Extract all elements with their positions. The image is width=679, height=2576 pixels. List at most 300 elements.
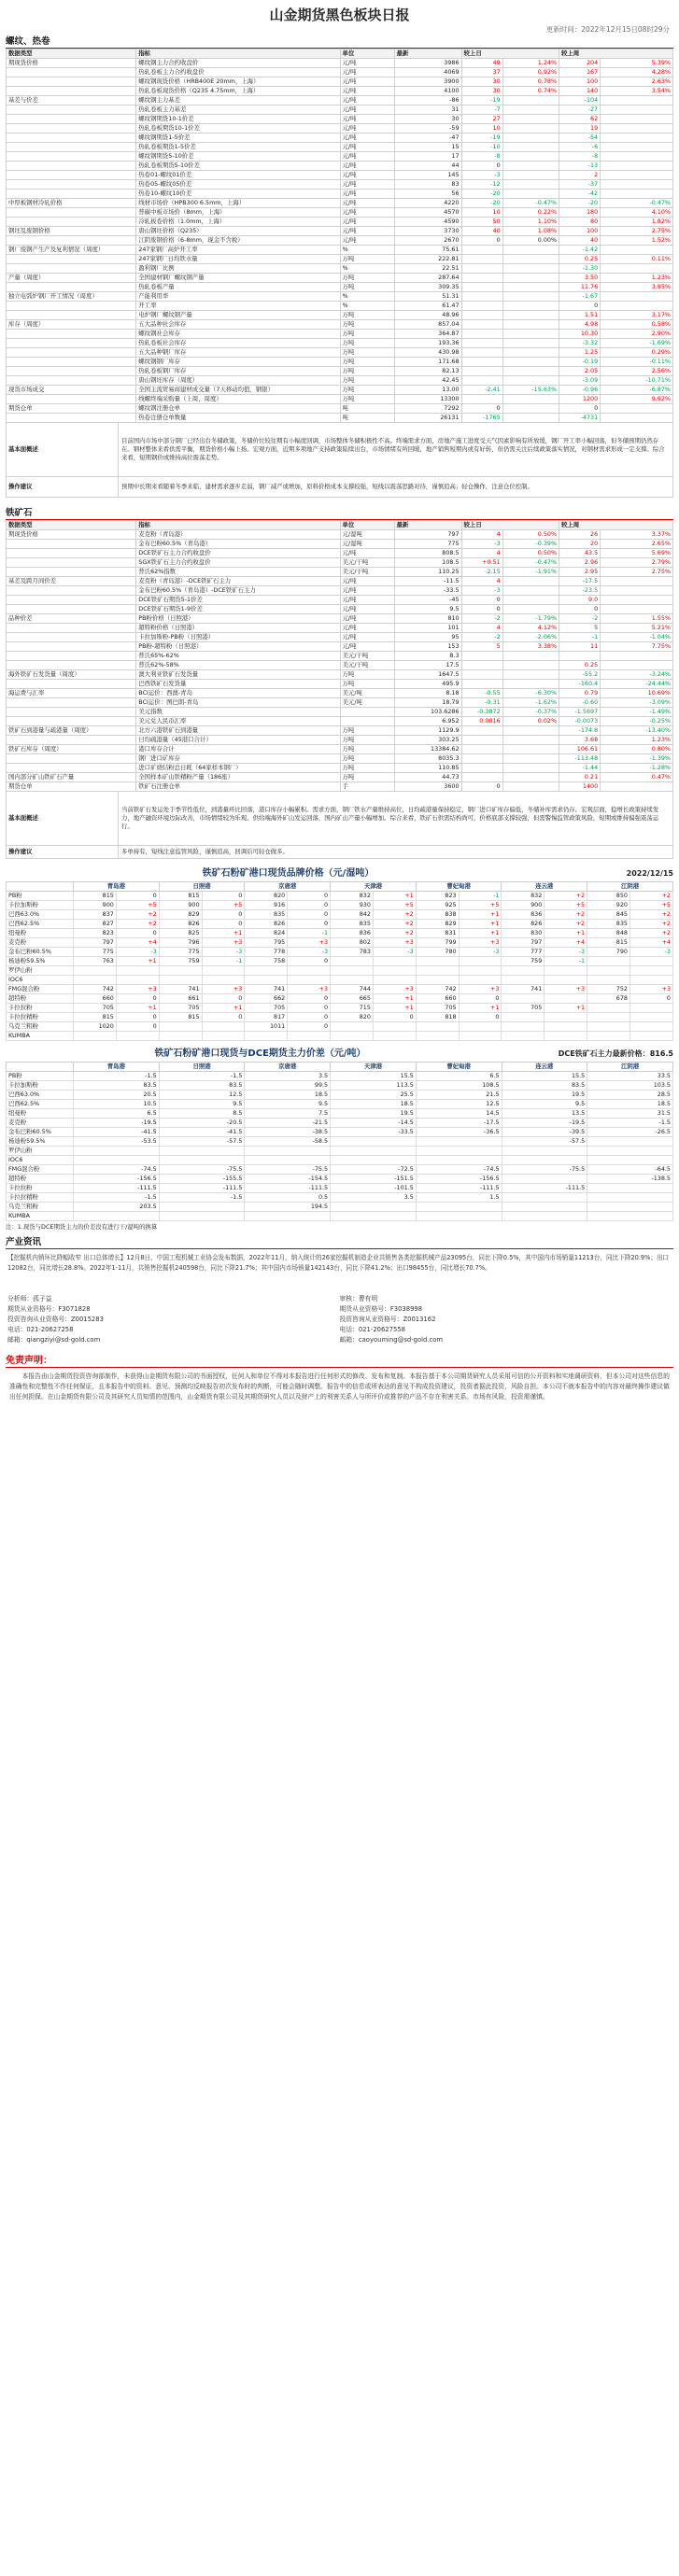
row-day-change: +0.51 bbox=[461, 558, 502, 568]
row-indicator: 唐山钢坯价格（Q235） bbox=[136, 227, 340, 236]
row-indicator: 超特粉价格（日照港） bbox=[136, 624, 340, 633]
price-change-cell bbox=[545, 1032, 587, 1041]
row-type bbox=[7, 754, 136, 764]
price-cell: 759 bbox=[502, 957, 545, 966]
basis-cell: -111.5 bbox=[502, 1184, 587, 1193]
row-day-pct bbox=[502, 311, 559, 320]
row-day-pct: -1.62% bbox=[502, 698, 559, 708]
table-row bbox=[7, 190, 673, 199]
row-type bbox=[7, 162, 136, 171]
row-week-change: -54 bbox=[559, 134, 601, 143]
row-latest: 4570 bbox=[394, 208, 461, 218]
price-cell: 823 bbox=[416, 892, 459, 901]
row-indicator: SGX铁矿石主力合约收盘价 bbox=[136, 558, 340, 568]
row-week-pct bbox=[601, 246, 673, 255]
row-week-change: -1.67 bbox=[559, 292, 601, 302]
table-row bbox=[7, 985, 673, 994]
basis-cell bbox=[587, 1147, 673, 1156]
row-day-change bbox=[461, 246, 502, 255]
row-day-pct bbox=[502, 596, 559, 605]
price-cell: 916 bbox=[245, 901, 288, 910]
row-day-change: -0.31 bbox=[461, 698, 502, 708]
row-week-pct: -1.49% bbox=[601, 708, 673, 717]
table-row bbox=[7, 633, 673, 642]
basis-cell: 8.5 bbox=[159, 1109, 245, 1119]
row-latest: 9.5 bbox=[394, 605, 461, 614]
row-indicator: 螺纹钢期货10-1价差 bbox=[136, 115, 340, 124]
table-row bbox=[7, 892, 673, 901]
row-unit: 元/吨 bbox=[340, 642, 394, 652]
price-cell bbox=[159, 976, 202, 985]
row-week-pct bbox=[601, 596, 673, 605]
row-type bbox=[7, 652, 136, 661]
row-day-change: -20 bbox=[461, 190, 502, 199]
table-row bbox=[7, 1013, 673, 1022]
basis-cell: 6.5 bbox=[74, 1109, 160, 1119]
basis-cell bbox=[159, 1212, 245, 1221]
row-day-change bbox=[461, 339, 502, 348]
basis-cell: -1.5 bbox=[159, 1193, 245, 1203]
basis-cell: 1.5 bbox=[416, 1193, 502, 1203]
price-cell: 752 bbox=[587, 985, 630, 994]
price-change-cell: +2 bbox=[373, 920, 416, 929]
price-change-cell: +1 bbox=[373, 1004, 416, 1013]
row-type: 期货仓单 bbox=[7, 404, 136, 414]
row-week-pct: 10.69% bbox=[601, 689, 673, 698]
basis-title: 铁矿石粉矿港口现货与DCE期货主力价差（元/吨） bbox=[154, 1049, 366, 1059]
ore-name: 卡拉加斯粉 bbox=[7, 1081, 74, 1091]
basis-cell bbox=[159, 1203, 245, 1212]
row-indicator: 热卷01-螺纹01价差 bbox=[136, 171, 340, 180]
ore-name: FMG混合粉 bbox=[7, 1165, 74, 1175]
row-day-pct: 1.10% bbox=[502, 218, 559, 227]
basis-cell: 19.5 bbox=[502, 1091, 587, 1100]
table-row bbox=[7, 1137, 673, 1147]
row-unit: 美元/干吨 bbox=[340, 568, 394, 577]
basis-side-label: DCE铁矿石主力最新价格： bbox=[558, 1049, 650, 1058]
row-unit: 元/吨 bbox=[340, 143, 394, 152]
analyst-info bbox=[6, 1290, 673, 1349]
price-cell bbox=[416, 1022, 459, 1032]
row-indicator: 巴西铁矿石发货量 bbox=[136, 680, 340, 689]
basis-cell: 203.5 bbox=[74, 1203, 160, 1212]
table-row bbox=[7, 938, 673, 948]
price-cell: 802 bbox=[331, 938, 374, 948]
table-row bbox=[7, 311, 673, 320]
row-week-change: 1200 bbox=[559, 395, 601, 404]
row-week-pct: 1.52% bbox=[601, 236, 673, 246]
row-indicator: 热卷注册仓单数量 bbox=[136, 414, 340, 423]
row-latest: 17 bbox=[394, 152, 461, 162]
row-unit: 元/吨 bbox=[340, 77, 394, 87]
row-week-pct: 2.65% bbox=[601, 540, 673, 549]
basis-cell bbox=[502, 1147, 587, 1156]
basis-cell: 83.5 bbox=[159, 1081, 245, 1091]
price-cell: 817 bbox=[245, 1013, 288, 1022]
basis-cell bbox=[331, 1147, 417, 1156]
row-indicator: 电炉钢厂螺纹钢产量 bbox=[136, 311, 340, 320]
row-week-pct: 1.23% bbox=[601, 274, 673, 283]
col-latest: 最新 bbox=[394, 49, 461, 59]
row-week-pct: 0.58% bbox=[601, 320, 673, 330]
row-latest: 3900 bbox=[394, 77, 461, 87]
price-cell: 660 bbox=[416, 994, 459, 1004]
row-type bbox=[7, 698, 136, 708]
table-row bbox=[7, 596, 673, 605]
row-indicator: 螺纹钢期货1-5价差 bbox=[136, 134, 340, 143]
price-change-cell bbox=[288, 1032, 331, 1041]
price-change-cell bbox=[202, 966, 245, 976]
price-cell: 777 bbox=[502, 948, 545, 957]
row-day-change: 10 bbox=[461, 208, 502, 218]
row-indicator: 铁矿石注册仓单 bbox=[136, 782, 340, 792]
row-week-change: 0 bbox=[559, 605, 601, 614]
price-change-cell bbox=[116, 966, 159, 976]
price-cell: 660 bbox=[74, 994, 117, 1004]
price-change-cell: -3 bbox=[288, 948, 331, 957]
port-header: 连云港 bbox=[502, 1063, 587, 1072]
row-day-pct bbox=[502, 358, 559, 367]
row-day-change bbox=[461, 395, 502, 404]
price-change-cell: 0 bbox=[116, 929, 159, 938]
row-week-pct: -0.25% bbox=[601, 717, 673, 726]
price-change-cell: 0 bbox=[116, 892, 159, 901]
row-latest: 101 bbox=[394, 624, 461, 633]
row-latest: -59 bbox=[394, 124, 461, 134]
table-row bbox=[7, 208, 673, 218]
row-day-change: -10 bbox=[461, 143, 502, 152]
price-cell: 742 bbox=[74, 985, 117, 994]
basis-cell: -64.5 bbox=[587, 1165, 673, 1175]
row-day-change bbox=[461, 376, 502, 386]
price-cell: 823 bbox=[74, 929, 117, 938]
row-week-pct: -3.24% bbox=[601, 670, 673, 680]
price-cell: 778 bbox=[245, 948, 288, 957]
price-cell: 930 bbox=[331, 901, 374, 910]
row-day-pct bbox=[502, 134, 559, 143]
row-latest: 303.25 bbox=[394, 736, 461, 745]
row-week-change: 26 bbox=[559, 530, 601, 540]
disclaimer-text: 本报告由山金期货投资咨询部制作，未获得山金期货有限公司的书面授权，任何人和单位不得对本报告进行任何形式的修改、发布和复制。本报告基于本公司期货研究人员采用可信的公开资料和实地调研资料，但本公司对这些信息的准确性和完整性不作任何保证，且本报告中的资料、意见、预测均反映报告初次发布时的判断，可能会随时调整。报告中的信息或所表达的意见不构成投资建议，投资者据此投资，风险自担。本公司不就本报告中的内容对最终操作建议做出任何担保。在山金期货有限公司及其研究人员知情的范围内，山金期货有限公司及其期货研究人员以及财产上的利害关系人与所评价或推荐的产品不存在利害关系。市场有风险，投资需谨慎。 bbox=[9, 1372, 670, 1401]
basis-cell bbox=[416, 1203, 502, 1212]
port-header: 日照港 bbox=[159, 1063, 245, 1072]
row-week-change: -42 bbox=[559, 190, 601, 199]
price-cell bbox=[416, 966, 459, 976]
row-unit: 元/吨 bbox=[340, 624, 394, 633]
basis-cell: 7.5 bbox=[245, 1109, 331, 1119]
row-unit: 元/吨 bbox=[340, 162, 394, 171]
ore-table bbox=[6, 520, 673, 792]
basis-cell: -156.5 bbox=[74, 1175, 160, 1184]
price-cell: 829 bbox=[416, 920, 459, 929]
row-week-pct: 1.23% bbox=[601, 736, 673, 745]
row-type bbox=[7, 586, 136, 596]
basis-cell: 33.5 bbox=[587, 1072, 673, 1081]
row-day-pct bbox=[502, 96, 559, 106]
price-cell: 815 bbox=[74, 1013, 117, 1022]
row-week-pct: 3.95% bbox=[601, 283, 673, 292]
price-cell bbox=[331, 1022, 374, 1032]
row-week-pct: 3.17% bbox=[601, 311, 673, 320]
basis-cell: -20.5 bbox=[159, 1119, 245, 1128]
row-type bbox=[7, 376, 136, 386]
row-day-change: -3 bbox=[461, 171, 502, 180]
price-change-cell bbox=[373, 957, 416, 966]
ore-name: 卡拉拉精粉 bbox=[7, 1193, 74, 1203]
ore-name: 乌克兰粗粉 bbox=[7, 1203, 74, 1212]
row-week-pct bbox=[601, 162, 673, 171]
info-line: 分析师：孤子益 bbox=[7, 1295, 52, 1302]
price-change-cell bbox=[545, 976, 587, 985]
row-type bbox=[7, 348, 136, 358]
basis-table bbox=[6, 1062, 673, 1221]
basis-cell: -151.5 bbox=[331, 1175, 417, 1184]
row-week-pct bbox=[601, 302, 673, 311]
row-day-pct bbox=[502, 339, 559, 348]
table-row bbox=[7, 162, 673, 171]
row-type: 中厚板钢材冷轧价格 bbox=[7, 199, 136, 208]
ore-col-vs-week: 较上周 bbox=[559, 521, 673, 530]
price-change-cell: +5 bbox=[629, 901, 672, 910]
table-row bbox=[7, 568, 673, 577]
table-row bbox=[7, 698, 673, 708]
price-change-cell: +3 bbox=[373, 938, 416, 948]
row-latest: -45 bbox=[394, 596, 461, 605]
row-day-change: 0 bbox=[461, 404, 502, 414]
row-indicator: 产能利用率 bbox=[136, 292, 340, 302]
row-type: 期现货价格 bbox=[7, 530, 136, 540]
rebar-strategy-label: 操作建议 bbox=[7, 477, 119, 498]
row-latest: 6.952 bbox=[394, 717, 461, 726]
price-cell: 775 bbox=[74, 948, 117, 957]
info-line: 电话：021-20627258 bbox=[7, 1326, 74, 1333]
row-day-pct bbox=[502, 255, 559, 264]
row-type bbox=[7, 208, 136, 218]
table-row bbox=[7, 680, 673, 689]
row-week-change: 1.25 bbox=[559, 348, 601, 358]
row-type bbox=[7, 190, 136, 199]
row-day-pct bbox=[502, 605, 559, 614]
table-row bbox=[7, 274, 673, 283]
price-change-cell: 0 bbox=[629, 994, 672, 1004]
row-latest: 430.98 bbox=[394, 348, 461, 358]
row-week-change: -0.60 bbox=[559, 698, 601, 708]
table-row bbox=[7, 1072, 673, 1081]
row-unit: 元/吨 bbox=[340, 614, 394, 624]
basis-cell: 15.5 bbox=[331, 1072, 417, 1081]
row-indicator: 普氏65%-62% bbox=[136, 652, 340, 661]
row-day-pct: 0.02% bbox=[502, 717, 559, 726]
basis-side-value: 816.5 bbox=[649, 1049, 673, 1058]
row-unit: 元/吨 bbox=[340, 236, 394, 246]
row-latest: 3986 bbox=[394, 59, 461, 68]
basis-cell bbox=[331, 1137, 417, 1147]
section-ore: 铁矿石 bbox=[6, 508, 673, 520]
row-day-change: 30 bbox=[461, 77, 502, 87]
table-row bbox=[7, 386, 673, 395]
basis-cell bbox=[245, 1156, 331, 1165]
row-day-change: 27 bbox=[461, 115, 502, 124]
row-week-change: 19 bbox=[559, 124, 601, 134]
price-cell: 815 bbox=[587, 938, 630, 948]
row-day-pct: 0.00% bbox=[502, 236, 559, 246]
row-indicator: 日均疏港量（45港口合计） bbox=[136, 736, 340, 745]
row-unit: 元/吨 bbox=[340, 134, 394, 143]
price-cell: 758 bbox=[245, 957, 288, 966]
row-indicator: 热轧卷板钢厂库存 bbox=[136, 367, 340, 376]
row-day-change: -3 bbox=[461, 586, 502, 596]
row-day-change bbox=[461, 745, 502, 754]
row-day-pct bbox=[502, 395, 559, 404]
row-week-change: 62 bbox=[559, 115, 601, 124]
row-day-pct: -0.47% bbox=[502, 558, 559, 568]
row-latest: 145 bbox=[394, 171, 461, 180]
price-cell: 797 bbox=[502, 938, 545, 948]
row-day-pct bbox=[502, 283, 559, 292]
row-latest: 108.5 bbox=[394, 558, 461, 568]
row-unit: 万吨 bbox=[340, 283, 394, 292]
row-week-change bbox=[559, 652, 601, 661]
table-row bbox=[7, 358, 673, 367]
row-type bbox=[7, 152, 136, 162]
basis-cell: 13.5 bbox=[502, 1109, 587, 1119]
row-day-pct: -6.30% bbox=[502, 689, 559, 698]
price-cell: 900 bbox=[502, 901, 545, 910]
basis-cell: 21.5 bbox=[416, 1091, 502, 1100]
basis-cell: 0.5 bbox=[245, 1193, 331, 1203]
table-row bbox=[7, 948, 673, 957]
row-type bbox=[7, 736, 136, 745]
row-type bbox=[7, 87, 136, 96]
basis-cell: 108.5 bbox=[416, 1081, 502, 1091]
row-week-pct bbox=[601, 605, 673, 614]
row-week-pct: 1.82% bbox=[601, 218, 673, 227]
row-day-change: 30 bbox=[461, 87, 502, 96]
row-day-pct bbox=[502, 661, 559, 670]
price-cell: 920 bbox=[587, 901, 630, 910]
price-change-cell: +3 bbox=[373, 985, 416, 994]
row-unit bbox=[340, 717, 394, 726]
row-type bbox=[7, 180, 136, 190]
row-week-change: 9.0 bbox=[559, 596, 601, 605]
price-cell bbox=[587, 1013, 630, 1022]
price-cell: 705 bbox=[502, 1004, 545, 1013]
row-week-pct: 3.54% bbox=[601, 87, 673, 96]
table-row bbox=[7, 330, 673, 339]
row-day-change: 4 bbox=[461, 624, 502, 633]
price-cell: 795 bbox=[245, 938, 288, 948]
row-type: 现货市场成交 bbox=[7, 386, 136, 395]
price-change-cell: 0 bbox=[202, 1013, 245, 1022]
ore-col-type: 数据类型 bbox=[7, 521, 136, 530]
row-day-pct bbox=[502, 106, 559, 115]
basis-cell bbox=[502, 1175, 587, 1184]
price-change-cell bbox=[373, 976, 416, 985]
table-row bbox=[7, 717, 673, 726]
basis-cell: -72.5 bbox=[331, 1165, 417, 1175]
row-unit: 万吨 bbox=[340, 736, 394, 745]
ore-name: IOC6 bbox=[7, 976, 74, 985]
price-change-cell: 0 bbox=[288, 1013, 331, 1022]
row-type bbox=[7, 596, 136, 605]
row-unit: 万吨 bbox=[340, 395, 394, 404]
row-unit: 万吨 bbox=[340, 339, 394, 348]
table-row bbox=[7, 782, 673, 792]
ore-col-indicator: 指标 bbox=[136, 521, 340, 530]
row-indicator: 北方六港铁矿石到港量 bbox=[136, 726, 340, 736]
table-row bbox=[7, 1165, 673, 1175]
basis-cell: -21.5 bbox=[245, 1119, 331, 1128]
row-week-change: 0.79 bbox=[559, 689, 601, 698]
row-day-change: 49 bbox=[461, 59, 502, 68]
price-change-cell: +3 bbox=[545, 985, 587, 994]
row-day-pct: 0.92% bbox=[502, 68, 559, 77]
row-latest: 82.13 bbox=[394, 367, 461, 376]
row-day-pct: -1.91% bbox=[502, 568, 559, 577]
row-indicator: 普氏62%指数 bbox=[136, 568, 340, 577]
price-change-cell: 0 bbox=[288, 994, 331, 1004]
row-indicator: 唐山钢坯库存（周度） bbox=[136, 376, 340, 386]
basis-cell bbox=[331, 1212, 417, 1221]
price-cell: 836 bbox=[331, 929, 374, 938]
price-cell bbox=[331, 957, 374, 966]
row-week-pct: 5.69% bbox=[601, 549, 673, 558]
basis-cell: -111.5 bbox=[245, 1184, 331, 1193]
row-type: 钢厂废钢产生产及复利情况（周度） bbox=[7, 246, 136, 255]
row-type bbox=[7, 106, 136, 115]
row-indicator: PB粉价格（日照港） bbox=[136, 614, 340, 624]
row-unit: 万吨 bbox=[340, 274, 394, 283]
row-latest: 48.96 bbox=[394, 311, 461, 320]
price-cell: 705 bbox=[245, 1004, 288, 1013]
row-week-change: 1.51 bbox=[559, 311, 601, 320]
basis-cell: 12.5 bbox=[159, 1091, 245, 1100]
price-cell bbox=[502, 994, 545, 1004]
ore-name: PB粉 bbox=[7, 892, 74, 901]
price-change-cell bbox=[459, 957, 502, 966]
price-change-cell: +2 bbox=[629, 892, 672, 901]
row-week-change: 4.98 bbox=[559, 320, 601, 330]
row-day-pct bbox=[502, 404, 559, 414]
row-day-change bbox=[461, 652, 502, 661]
row-day-pct bbox=[502, 143, 559, 152]
row-week-change: -17.5 bbox=[559, 577, 601, 586]
basis-title-row bbox=[6, 1047, 673, 1062]
price-change-cell bbox=[116, 1032, 159, 1041]
price-cell bbox=[502, 1032, 545, 1041]
table-row bbox=[7, 171, 673, 180]
row-type bbox=[7, 68, 136, 77]
table-row bbox=[7, 134, 673, 143]
price-cell bbox=[502, 1022, 545, 1032]
row-week-pct bbox=[601, 115, 673, 124]
row-unit: % bbox=[340, 302, 394, 311]
table-row bbox=[7, 404, 673, 414]
price-cell: 790 bbox=[587, 948, 630, 957]
ore-name: 巴西62.5% bbox=[7, 920, 74, 929]
row-unit: 万吨 bbox=[340, 330, 394, 339]
price-cell: 797 bbox=[74, 938, 117, 948]
row-week-pct: -1.69% bbox=[601, 339, 673, 348]
row-indicator: 螺纹钢现货价格（HRB400E 20mm，上海） bbox=[136, 77, 340, 87]
row-indicator: 五大品种社会库存 bbox=[136, 320, 340, 330]
price-change-cell: +1 bbox=[373, 892, 416, 901]
price-change-cell: +3 bbox=[459, 938, 502, 948]
basis-cell: -57.5 bbox=[159, 1137, 245, 1147]
row-indicator: 港口库存合计 bbox=[136, 745, 340, 754]
port-header: 青岛港 bbox=[74, 882, 160, 892]
price-change-cell: +3 bbox=[116, 985, 159, 994]
